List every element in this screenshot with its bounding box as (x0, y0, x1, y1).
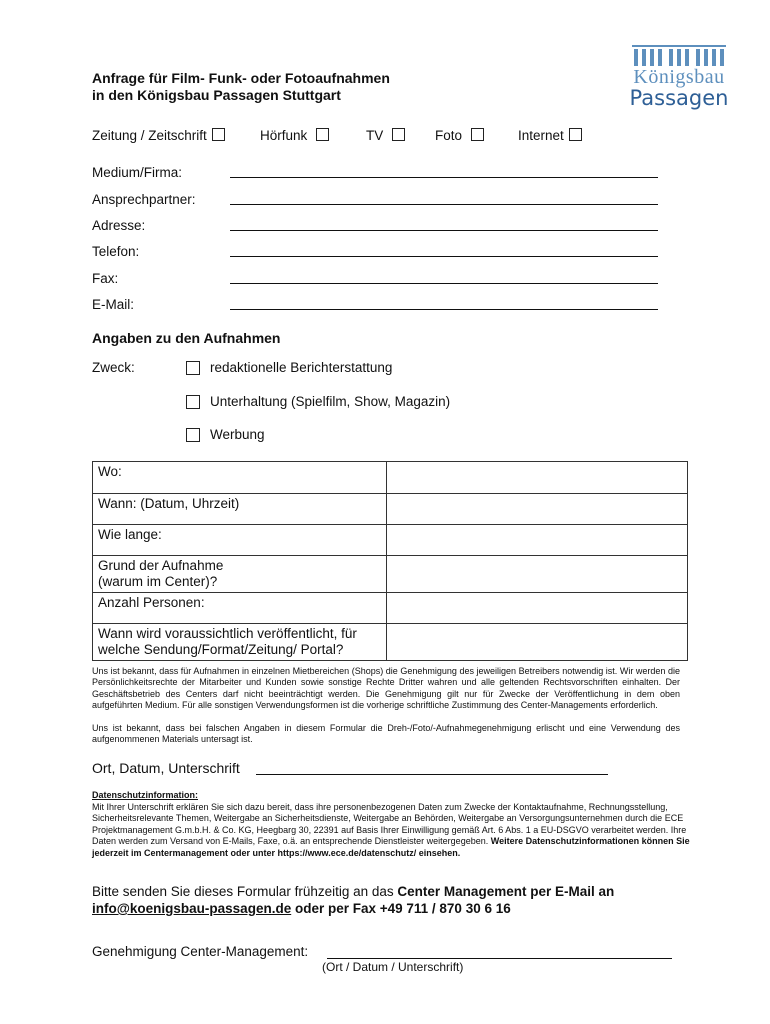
table-cell-input[interactable] (387, 593, 688, 624)
approval-label: Genehmigung Center-Management: (92, 944, 309, 959)
field-line-fax[interactable] (230, 283, 658, 284)
table-cell-label: Anzahl Personen: (93, 593, 387, 624)
privacy-info (92, 790, 692, 860)
field-line-email[interactable] (230, 309, 658, 310)
table-cell-label: Wann: (Datum, Uhrzeit) (93, 494, 387, 525)
send-bold-text: Center Management per E-Mail an (397, 884, 615, 899)
field-line-adresse[interactable] (230, 230, 658, 231)
table-row (93, 525, 688, 556)
table-row (93, 462, 688, 494)
checkbox[interactable] (186, 361, 200, 375)
table-cell-input[interactable] (387, 462, 688, 494)
purpose-label: Zweck: (92, 360, 135, 375)
legal-text-2: Uns ist bekannt, dass bei falschen Angaben in diesem Formular die Dreh-/Foto/-Aufnahmegenehmigung erlischt und eine Verwendung des aufgenommenen Materials untersagt ist. (92, 723, 680, 745)
form-title (92, 70, 390, 104)
privacy-text: Mit Ihrer Unterschrift erklären Sie sich dazu bereit, dass ihre personenbezogenen Daten zum Zwecke der Kontaktaufnahme, Rechnungsstellung, Sicherheitsrelevante Themen, Weitergabe an Sicherheitsdienste, Weitergabe an Behörden, Weitergabe an Versorgungsunternehmen durch die ECE Projektmanagement G.m.b.H. & Co. KG, Heegbarg 30, 22391 auf Basis Ihrer Einwilligung gemäß Art. 6 Abs. 1 a EU-DSGVO verarbeitet werden. Ihre Daten werden zum Versand von E-Mails, Faxe, o.ä. an entsprechende Dienstleister weitergegeben. (92, 801, 687, 847)
table-cell-input[interactable] (387, 556, 688, 593)
purpose-option-label: Werbung (210, 427, 265, 442)
privacy-bold-text: Weitere Datenschutzinformationen können Sie jederzeit im Centermanagement oder unter https://www.ece.de/datenschutz/ einsehen. (92, 836, 690, 858)
privacy-heading: Datenschutzinformation: (92, 790, 199, 800)
field-label-medium: Medium/Firma: (92, 165, 183, 180)
media-option-label: TV (366, 128, 384, 143)
logo-text-koenigsbau: Königsbau (633, 66, 725, 88)
media-option-hoerfunk[interactable] (260, 128, 329, 143)
checkbox[interactable] (186, 395, 200, 409)
logo-text-passagen: Passagen (629, 86, 729, 110)
details-table (92, 461, 688, 661)
section-title: Angaben zu den Aufnahmen (92, 330, 281, 346)
signature-label: Ort, Datum, Unterschrift (92, 760, 240, 776)
media-option-label: Hörfunk (260, 128, 308, 143)
table-cell-label: Wo: (93, 462, 387, 494)
table-cell-input[interactable] (387, 624, 688, 661)
media-option-zeitung[interactable] (92, 128, 225, 143)
media-option-label: Zeitung / Zeitschrift (92, 128, 207, 143)
colonnade-icon (624, 42, 734, 68)
koenigsbau-logo (624, 42, 734, 108)
title-line-1: Anfrage für Film- Funk- oder Fotoaufnahmen (92, 70, 390, 86)
checkbox[interactable] (212, 128, 225, 141)
send-instructions (92, 883, 692, 917)
email-link[interactable]: info@koenigsbau-passagen.de (92, 901, 292, 916)
media-option-foto[interactable] (435, 128, 484, 143)
checkbox[interactable] (471, 128, 484, 141)
table-cell-input[interactable] (387, 525, 688, 556)
table-row (93, 593, 688, 624)
checkbox[interactable] (186, 428, 200, 442)
field-line-medium[interactable] (230, 177, 658, 178)
purpose-option-label: redaktionelle Berichterstattung (210, 360, 393, 375)
title-line-2: in den Königsbau Passagen Stuttgart (92, 87, 341, 103)
field-label-fax: Fax: (92, 271, 119, 286)
media-option-label: Foto (435, 128, 463, 143)
approval-sub-label: (Ort / Datum / Unterschrift) (322, 960, 464, 974)
field-label-email: E-Mail: (92, 297, 135, 312)
checkbox[interactable] (316, 128, 329, 141)
purpose-option-label: Unterhaltung (Spielfilm, Show, Magazin) (210, 394, 451, 409)
approval-signature-line[interactable] (327, 958, 672, 959)
field-label-adresse: Adresse: (92, 218, 146, 233)
table-cell-label: Wie lange: (93, 525, 387, 556)
send-text: Bitte senden Sie dieses Formular frühzeitig an das (92, 884, 398, 899)
legal-text: Uns ist bekannt, dass für Aufnahmen in einzelnen Mietbereichen (Shops) die Genehmigung des jeweiligen Betreibers notwendig ist. Wir werden die Persönlichkeitsrechte der Mitarbeiter und Kunden sowie sonstige Rechte Dritter wahren und alle geltenden Rechtsvorschriften einhalten. Der Geschäftsbetrieb des Centers darf nicht beeinträchtigt werden. Die Genehmigung gilt nur für Zwecke der Veröffentlichung in dem oben aufgeführten Medium. Für alle sonstigen Verwendungsformen ist die vorherige schriftliche Zustimmung des Center-Managements erforderlich. (92, 666, 680, 710)
field-label-telefon: Telefon: (92, 244, 140, 259)
table-cell-label: Grund der Aufnahme (warum im Center)? (93, 556, 387, 593)
table-cell-input[interactable] (387, 494, 688, 525)
signature-line[interactable] (256, 774, 608, 775)
field-line-ansprechpartner[interactable] (230, 204, 658, 205)
field-line-telefon[interactable] (230, 256, 658, 257)
media-option-internet[interactable] (518, 128, 582, 143)
media-option-tv[interactable] (366, 128, 405, 143)
table-row (93, 494, 688, 525)
fax-text: oder per Fax +49 711 / 870 30 6 16 (291, 901, 511, 916)
table-cell-label: Wann wird voraussichtlich veröffentlicht, für welche Sendung/Format/Zeitung/ Portal? (93, 624, 387, 661)
media-option-label: Internet (518, 128, 564, 143)
table-row (93, 624, 688, 661)
field-label-ansprechpartner: Ansprechpartner: (92, 192, 196, 207)
checkbox[interactable] (569, 128, 582, 141)
table-row (93, 556, 688, 593)
checkbox[interactable] (392, 128, 405, 141)
